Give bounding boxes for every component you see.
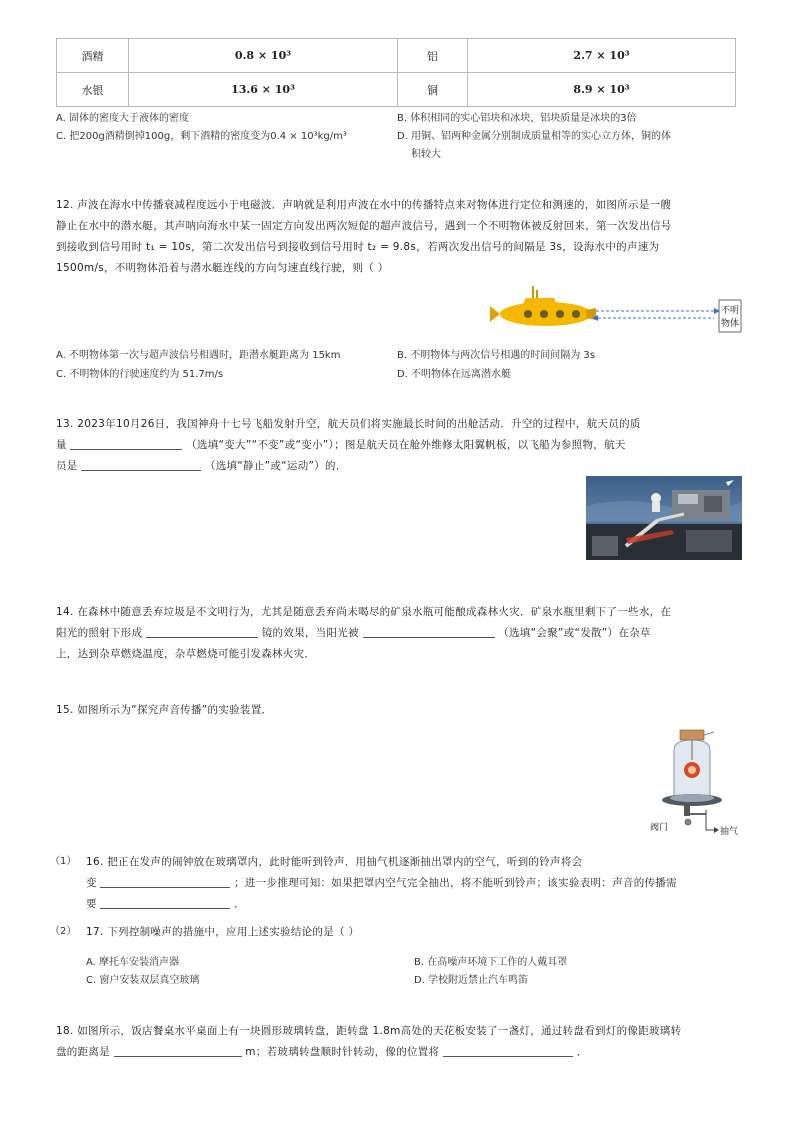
q13-text: （选填“变大”“不变”或“变小”）；图是航天员在舱外维修太阳翼帆板，以飞船为参照物，航天 (186, 439, 626, 451)
table-row (57, 73, 736, 107)
q14-text: （选填“会聚”或“发散”）在杂草 (498, 627, 651, 639)
q18-line-1: 18. 如图所示，饭店餐桌水平桌面上有一块圆形玻璃转盘，距转盘 1.8m高处的天花板安装了一盏灯，通过转盘看到灯的像距玻璃转 (56, 1025, 682, 1037)
q16-line-1: 16. 把正在发声的闹钟放在玻璃罩内，此时能听到铃声．用抽气机逐渐抽出罩内的空气，听到的铃声将会 (86, 856, 583, 868)
q16-text: 要 (86, 898, 97, 910)
q12-option-c[interactable]: C. 不明物体的行驶速度约为 51.7m/s (56, 369, 224, 380)
q14-blank-1[interactable] (146, 625, 258, 638)
q12-line-2: 静止在水中的潜水艇，其声呐向海水中某一固定方向发出两次短促的超声波信号，遇到一个不明物体被反射回来，第一次发出信号 (56, 220, 672, 232)
submarine-icon (490, 286, 596, 326)
q12-line-3: 到接收到信号用时 t₁ = 10s，第二次发出信号到接收到信号用时 t₂ = 9.8s，若两次发出信号的间隔是 3s，设海水中的声速为 (56, 241, 660, 253)
q17-tag: （2） (50, 926, 77, 937)
q18-text: 盘的距离是 (56, 1046, 110, 1058)
q16-text: 变 (86, 877, 97, 889)
q14-blank-2[interactable] (363, 625, 495, 638)
arrow-right-icon (714, 827, 719, 833)
q18-line-2 (56, 1042, 588, 1063)
bell-jar-figure (648, 726, 748, 842)
q12-option-b[interactable]: B. 不明物体与两次信号相遇的时间间隔为 3s (397, 350, 595, 361)
q18-blank-2[interactable] (443, 1044, 573, 1057)
table-row (57, 39, 736, 73)
q12-line-1: 12. 声波在海水中传播衰减程度远小于电磁波．声呐就是利用声波在水中的传播特点来对物体进行定位和测速的，如图所示是一艘 (56, 199, 672, 211)
q16-text: ；进一步推理可知：如果把罩内空气完全抽出，将不能听到铃声；该实验表明：声音的传播需 (234, 877, 677, 889)
q13-text: （选填“静止”或“运动”）的． (204, 460, 347, 472)
q13-line-2 (56, 435, 626, 456)
q11-option-b[interactable]: B. 体积相同的实心铝块和冰块，铝块质量是冰块的3倍 (397, 113, 637, 124)
q16-line-3 (86, 894, 245, 915)
q18-text: ． (576, 1046, 588, 1058)
q15-line-1: 15. 如图所示为“探究声音传播”的实验装置． (56, 704, 273, 716)
q14-text: 阳光的照射下形成 (56, 627, 143, 639)
astronaut-icon (651, 493, 661, 503)
submarine-figure (486, 284, 742, 336)
q14-line-3: 上，达到杂草燃烧温度，杂草燃烧可能引发森林火灾． (56, 648, 316, 660)
q17-option-a[interactable]: A. 摩托车安装消声器 (86, 957, 180, 968)
q11-option-d[interactable]: D. 用铜、铝两种金属分别制成质量相等的实心立方体，铜的体 (397, 131, 672, 142)
q18-blank-1[interactable] (114, 1044, 242, 1057)
q16-tag: （1） (50, 856, 77, 867)
valve-label: 阀门 (650, 823, 669, 833)
q14-line-1: 14. 在森林中随意丢弃垃圾是不文明行为，尤其是随意丢弃尚未喝尽的矿泉水瓶可能酿成森林火灾．矿泉水瓶里剩下了一些水，在 (56, 606, 672, 618)
q13-line-3 (56, 456, 347, 477)
table-cell: 8.9 × 10³ (468, 73, 736, 107)
q13-blank-1[interactable] (70, 437, 182, 450)
pump-label: 抽气 (720, 827, 739, 837)
table-cell: 0.8 × 10³ (129, 39, 398, 73)
q11-option-d-cont: 积较大 (411, 149, 441, 160)
q17-line-1: 17. 下列控制噪声的措施中，应用上述实验结论的是（ ） (86, 926, 360, 938)
q12-option-d[interactable]: D. 不明物体在远离潜水艇 (397, 369, 512, 380)
q17-option-c[interactable]: C. 窗户安装双层真空玻璃 (86, 975, 200, 986)
q14-text: 镜的效果，当阳光被 (261, 627, 359, 639)
table-cell: 铝 (398, 39, 468, 73)
q13-blank-2[interactable] (81, 458, 201, 471)
q17-option-d[interactable]: D. 学校附近禁止汽车鸣笛 (414, 975, 529, 986)
astronaut-photo (586, 476, 742, 560)
q13-text: 量 (56, 439, 67, 451)
unknown-object-label-1: 不明 (720, 306, 740, 316)
q18-text: m；若玻璃转盘顺时针转动，像的位置将 (245, 1046, 440, 1058)
table-cell: 2.7 × 10³ (468, 39, 736, 73)
valve-icon[interactable] (685, 819, 691, 825)
q16-text: ． (234, 898, 245, 910)
q13-line-1: 13. 2023年10月26日，我国神舟十七号飞船发射升空，航天员们将实施最长时间的出舱活动．升空的过程中，航天员的质 (56, 418, 641, 430)
table-cell: 铜 (398, 73, 468, 107)
q12-option-a[interactable]: A. 不明物体第一次与超声波信号相遇时，距潜水艇距离为 15km (56, 350, 341, 361)
table-cell: 水银 (57, 73, 129, 107)
q17-option-b[interactable]: B. 在高噪声环境下工作的人戴耳罩 (414, 957, 568, 968)
table-cell: 酒精 (57, 39, 129, 73)
q11-option-a[interactable]: A. 固体的密度大于液体的密度 (56, 113, 190, 124)
table-cell: 13.6 × 10³ (129, 73, 398, 107)
q16-line-2 (86, 873, 677, 894)
q12-line-4: 1500m/s，不明物体沿着与潜水艇连线的方向匀速直线行驶，则（ ） (56, 262, 389, 274)
q14-line-2 (56, 623, 651, 644)
q11-option-c[interactable]: C. 把200g酒精倒掉100g，剩下酒精的密度变为0.4 × 10³kg/m³ (56, 131, 347, 142)
q16-blank-1[interactable] (100, 875, 230, 888)
density-table (56, 38, 736, 107)
q16-blank-2[interactable] (100, 896, 230, 909)
q13-text: 员是 (56, 460, 78, 472)
unknown-object-label-2: 物体 (720, 319, 740, 329)
